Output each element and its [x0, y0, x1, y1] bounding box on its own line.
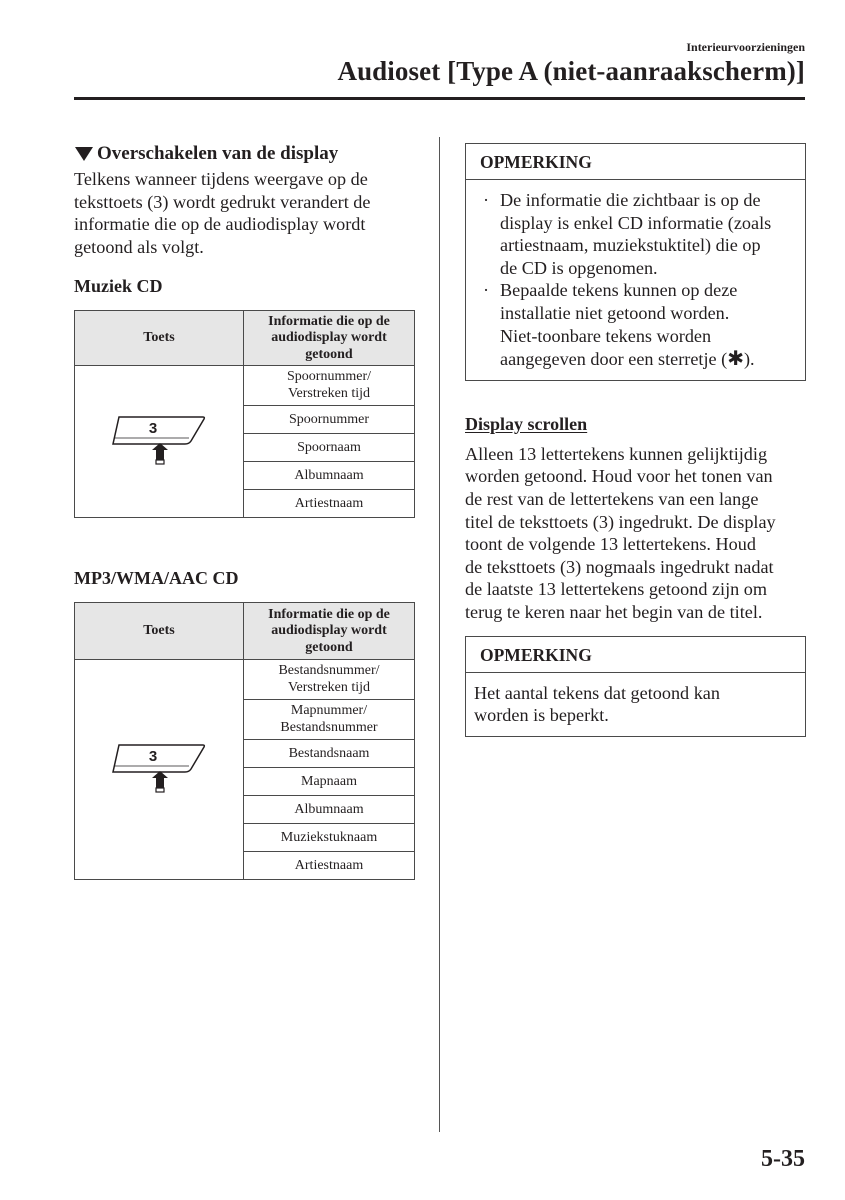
table-row: Bestandsnaam	[244, 740, 415, 768]
paragraph-line: terug te keren naar het begin van de titel.	[465, 601, 763, 622]
note-title: OPMERKING	[466, 637, 805, 673]
table-row	[244, 366, 415, 406]
note-body	[466, 180, 805, 380]
column-header-info	[244, 603, 415, 660]
bullet-icon: ·	[483, 280, 490, 301]
header-line: getoond	[305, 346, 353, 362]
table-row: Muziekstuknaam	[244, 824, 415, 852]
row-text: Spoornummer/	[287, 369, 371, 385]
intro-line: teksttoets (3) wordt gedrukt verandert de	[74, 191, 371, 212]
note-line: artiestnaam, muziekstuktitel) die op	[500, 235, 761, 256]
triangle-down-icon	[75, 147, 93, 161]
note-box-2	[465, 636, 806, 737]
bullet-icon: ·	[483, 190, 490, 210]
column-header-info	[244, 311, 415, 366]
paragraph-line: de laatste 13 lettertekens getoond zijn om	[465, 579, 768, 600]
paragraph-line: de rest van de lettertekens van een lange	[465, 488, 759, 509]
page-number: 5-35	[761, 1146, 805, 1172]
paragraph-line: toont de volgende 13 lettertekens. Houd	[465, 534, 756, 555]
header-line: audiodisplay wordt	[271, 623, 387, 639]
note-line: Het aantal tekens dat getoond kan	[474, 682, 720, 703]
note-line: display is enkel CD informatie (zoals	[500, 212, 772, 233]
note-body	[466, 673, 805, 736]
intro-line: Telkens wanneer tijdens weergave op de	[74, 169, 368, 189]
header-line: audiodisplay wordt	[271, 330, 387, 346]
row-text: Bestandsnummer	[280, 719, 378, 735]
column-header-key: Toets	[75, 311, 244, 366]
note-line: aangegeven door een sterretje (	[500, 349, 728, 370]
table-title-mp3-cd: MP3/WMA/AAC CD	[74, 568, 239, 589]
table-row: Spoornummer	[244, 406, 415, 434]
paragraph-line: Alleen 13 lettertekens kunnen gelijktijdig	[465, 443, 768, 464]
section-heading-text: Overschakelen van de display	[97, 143, 339, 164]
paragraph-line: de teksttoets (3) nogmaals ingedrukt nadat	[465, 556, 774, 577]
row-text: Bestandsnummer/	[278, 663, 380, 679]
row-text: Verstreken tijd	[287, 385, 371, 401]
right-column	[465, 143, 806, 737]
mp3-cd-table	[74, 602, 415, 880]
asterisk-icon: ✱	[727, 346, 744, 371]
muziek-cd-table	[74, 310, 415, 518]
table-row: Spoornaam	[244, 434, 415, 462]
note-title: OPMERKING	[466, 144, 805, 180]
header-line: getoond	[305, 639, 353, 655]
key-cell	[75, 660, 244, 880]
key-cell	[75, 366, 244, 518]
table-row: Artiestnaam	[244, 852, 415, 880]
note-line: de CD is opgenomen.	[500, 257, 658, 278]
column-divider	[439, 137, 440, 1132]
note-line: ).	[744, 349, 755, 370]
note-line: Bepaalde tekens kunnen op deze	[500, 280, 738, 301]
left-column	[74, 140, 415, 880]
note-line: Niet-toonbare tekens worden	[500, 325, 712, 346]
note-line: De informatie die zichtbaar is op de	[500, 190, 761, 210]
note-line: installatie niet getoond worden.	[500, 302, 730, 323]
header-line: Informatie die op de	[268, 313, 390, 329]
intro-line: getoond als volgt.	[74, 236, 204, 257]
button-label: 3	[148, 419, 158, 437]
text-button-3-illustration	[111, 742, 207, 798]
table-row	[244, 660, 415, 700]
table-row: Albumnaam	[244, 462, 415, 490]
paragraph-line: titel de teksttoets (3) ingedrukt. De display	[465, 511, 776, 532]
row-text: Verstreken tijd	[287, 679, 371, 695]
button-label: 3	[148, 747, 158, 765]
header-rule	[74, 97, 805, 100]
note-list-item	[474, 279, 797, 370]
table-row: Mapnaam	[244, 768, 415, 796]
table-title-muziek-cd: Muziek CD	[74, 276, 163, 297]
page-title: Audioset [Type A (niet-aanraakscherm)]	[337, 56, 805, 86]
column-header-key: Toets	[75, 603, 244, 660]
row-text: Mapnummer/	[290, 703, 368, 719]
display-scroll-heading: Display scrollen	[465, 413, 588, 434]
intro-line: informatie die op de audiodisplay wordt	[74, 214, 366, 235]
header-line: Informatie die op de	[268, 606, 390, 622]
table-row: Artiestnaam	[244, 490, 415, 518]
note-list-item	[474, 189, 797, 279]
intro-paragraph	[74, 168, 415, 258]
text-button-3-illustration	[111, 414, 207, 470]
table-row	[244, 700, 415, 740]
section-label: Interieurvoorzieningen	[686, 40, 805, 54]
display-scroll-paragraph	[465, 443, 806, 624]
table-row: Albumnaam	[244, 796, 415, 824]
section-heading	[74, 140, 415, 168]
paragraph-line: worden getoond. Houd voor het tonen van	[465, 466, 773, 487]
note-box-1	[465, 143, 806, 381]
note-line: worden is beperkt.	[474, 705, 609, 726]
note-list	[474, 189, 797, 371]
